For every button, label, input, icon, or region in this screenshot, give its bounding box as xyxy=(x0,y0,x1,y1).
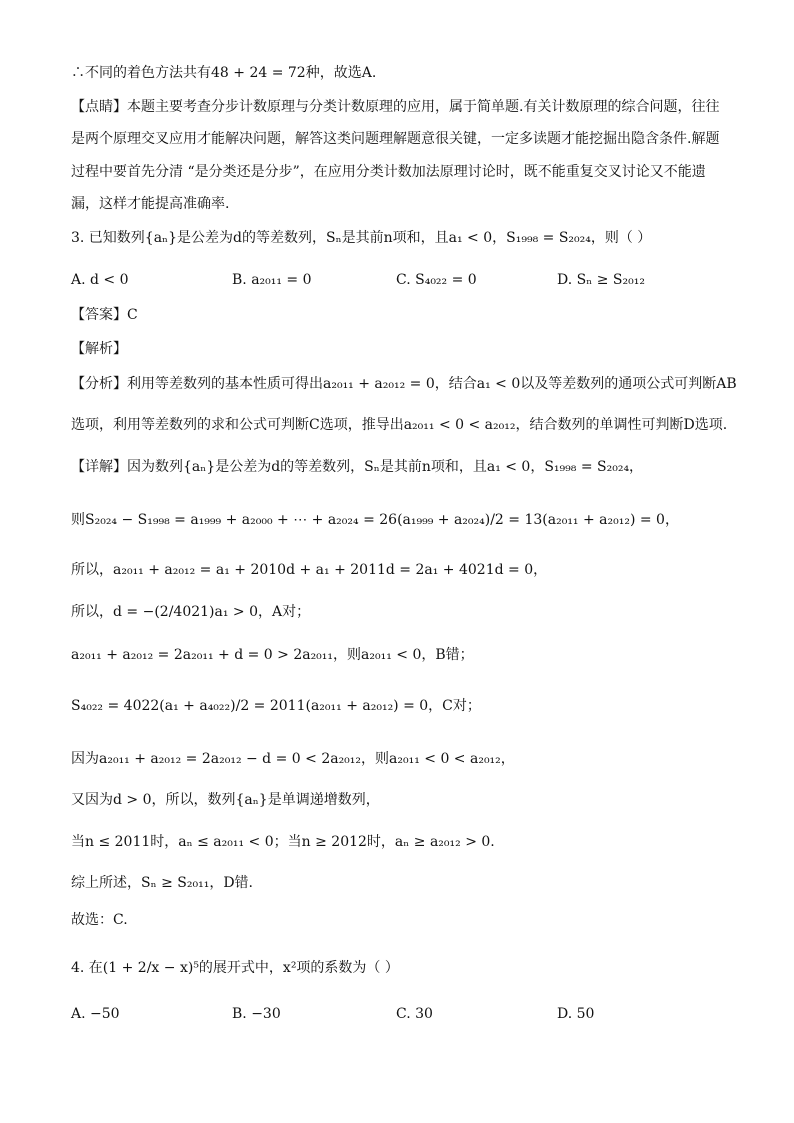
solution-line: 当n ≤ 2011时，aₙ ≤ a₂₀₁₁ < 0；当n ≥ 2012时，aₙ ≥ a₂₀₁₂ > 0. xyxy=(71,834,495,850)
text-line: 是两个原理交叉应用才能解决问题，解答这类问题理解题意很关键，一定多读题才能挖掘出隐含条件.解题 xyxy=(71,131,720,147)
solution-line: a₂₀₁₁ + a₂₀₁₂ = 2a₂₀₁₁ + d = 0 > 2a₂₀₁₁，则a₂₀₁₁ < 0，B错； xyxy=(71,647,474,663)
q4-option-b: B. −30 xyxy=(232,1006,281,1022)
text-line: 漏，这样才能提高准确率. xyxy=(71,196,230,212)
q4-option-c: C. 30 xyxy=(396,1006,433,1022)
solution-line: 故选：C. xyxy=(71,912,128,928)
analysis-line: 选项，利用等差数列的求和公式可判断C选项，推导出a₂₀₁₁ < 0 < a₂₀₁₂，结合数列的单调性可判断D选项. xyxy=(71,417,728,433)
text-line: 过程中要首先分清 “是分类还是分步”，在应用分类计数加法原理讨论时，既不能重复交叉讨论又不能遗 xyxy=(71,164,706,180)
solution-line: 又因为d > 0，所以，数列{aₙ}是单调递增数列， xyxy=(71,792,380,808)
dianjing-line: 【点睛】本题主要考查分步计数原理与分类计数原理的应用，属于简单题.有关计数原理的综合问题，往往 xyxy=(71,99,720,115)
analysis-label: 【解析】 xyxy=(71,341,127,357)
solution-line: S₄₀₂₂ = 4022(a₁ + a₄₀₂₂)/2 = 2011(a₂₀₁₁ + a₂₀₁₂) = 0，C对； xyxy=(71,698,481,714)
q3-option-c: C. S₄₀₂₂ = 0 xyxy=(396,272,477,288)
solution-line: 所以，d = −(2/4021)a₁ > 0，A对； xyxy=(71,604,311,620)
q3-option-b: B. a₂₀₁₁ = 0 xyxy=(232,272,312,288)
analysis-line: 【分析】利用等差数列的基本性质可得出a₂₀₁₁ + a₂₀₁₂ = 0，结合a₁ < 0以及等差数列的通项公式可判断AB xyxy=(71,376,737,392)
question-3: 3. 已知数列{aₙ}是公差为d的等差数列，Sₙ是其前n项和，且a₁ < 0，S₁₉₉₈ = S₂₀₂₄，则（ ） xyxy=(71,230,652,246)
solution-line: 因为a₂₀₁₁ + a₂₀₁₂ = 2a₂₀₁₂ − d = 0 < 2a₂₀₁₂，则a₂₀₁₁ < 0 < a₂₀₁₂， xyxy=(71,751,515,767)
question-4: 4. 在(1 + 2/x − x)⁵的展开式中，x²项的系数为（ ） xyxy=(71,960,399,976)
q4-option-a: A. −50 xyxy=(71,1006,120,1022)
answer-label: 【答案】C xyxy=(71,307,138,323)
solution-line: 综上所述，Sₙ ≥ S₂₀₁₁，D错. xyxy=(71,875,253,891)
q4-option-d: D. 50 xyxy=(557,1006,595,1022)
q3-option-d: D. Sₙ ≥ S₂₀₁₂ xyxy=(557,272,645,288)
solution-line: 【详解】因为数列{aₙ}是公差为d的等差数列，Sₙ是其前n项和，且a₁ < 0，S₁₉₉₈ = S₂₀₂₄， xyxy=(71,459,644,475)
text-line: ∴不同的着色方法共有48 + 24 = 72种，故选A. xyxy=(71,65,377,81)
q3-option-a: A. d < 0 xyxy=(71,272,129,288)
solution-line: 所以，a₂₀₁₁ + a₂₀₁₂ = a₁ + 2010d + a₁ + 2011d = 2a₁ + 4021d = 0， xyxy=(71,562,548,578)
solution-line: 则S₂₀₂₄ − S₁₉₉₈ = a₁₉₉₉ + a₂₀₀₀ + ⋯ + a₂₀₂₄ = 26(a₁₉₉₉ + a₂₀₂₄)/2 = 13(a₂₀₁₁ + a₂₀₁₂) = 0， xyxy=(71,512,679,528)
